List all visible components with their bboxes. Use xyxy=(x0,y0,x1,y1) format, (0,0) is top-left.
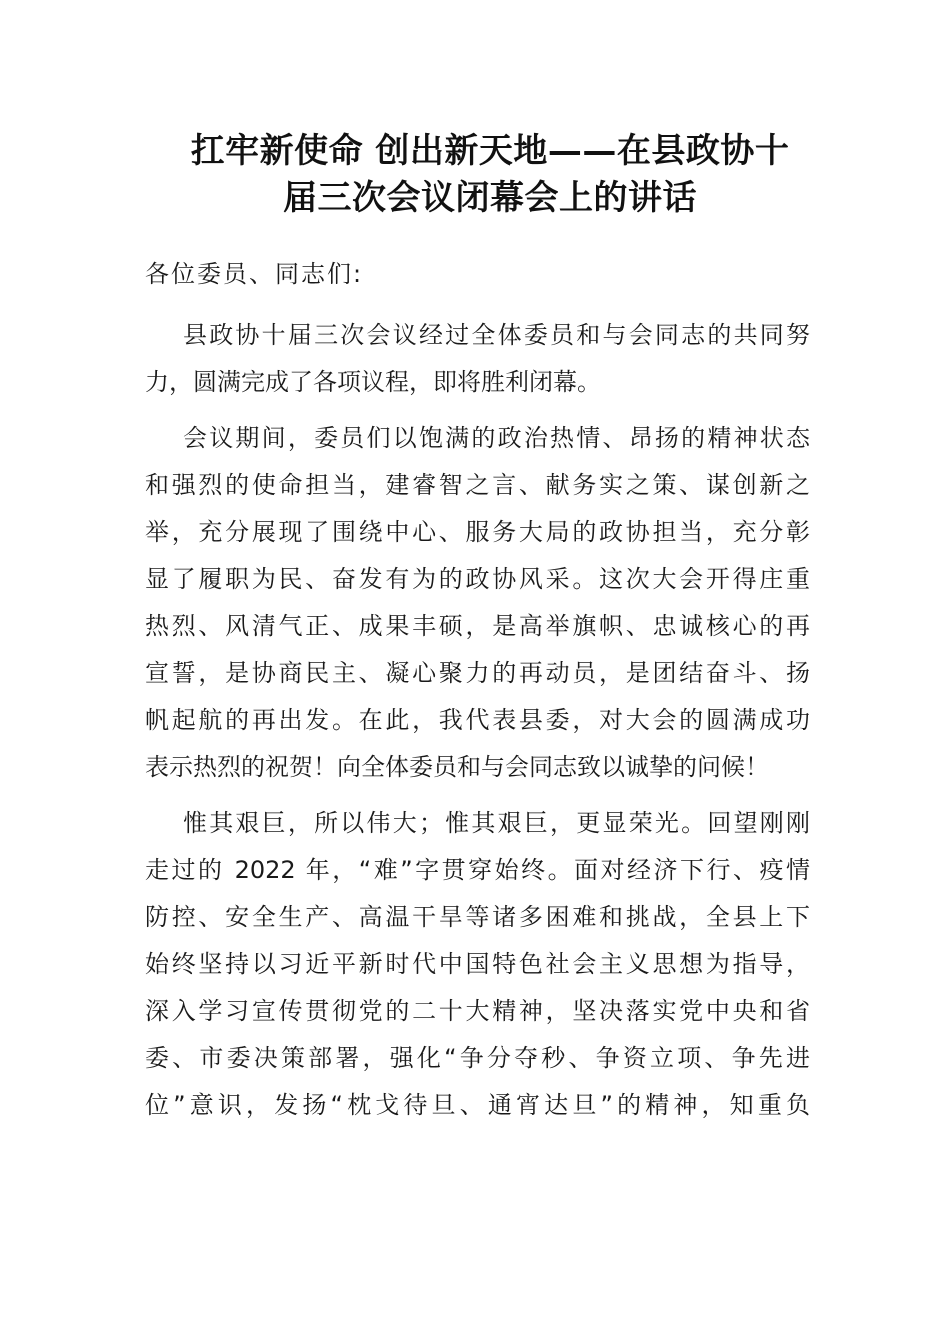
paragraph-line: 显了履职为民、奋发有为的政协风采。这次大会开得庄重 xyxy=(145,565,810,593)
paragraph-line: 宣誓，是协商民主、凝心聚力的再动员，是团结奋斗、扬 xyxy=(145,659,810,687)
paragraph-line: 县政协十届三次会议经过全体委员和与会同志的共同努 xyxy=(183,321,810,349)
paragraph-line: 走过的 2022 年，“难”字贯穿始终。面对经济下行、疫情 xyxy=(145,856,810,884)
paragraph-1 xyxy=(145,312,810,406)
paragraph-3 xyxy=(145,800,810,1129)
document-title xyxy=(120,128,860,222)
paragraph-2 xyxy=(145,415,810,791)
document-body xyxy=(145,248,810,1138)
paragraph-line: 位”意识，发扬“枕戈待旦、通宵达旦”的精神，知重负 xyxy=(145,1091,810,1119)
paragraph-line: 委、市委决策部署，强化“争分夺秒、争资立项、争先进 xyxy=(145,1044,810,1072)
paragraph-line: 帆起航的再出发。在此，我代表县委，对大会的圆满成功 xyxy=(145,706,810,734)
paragraph-line: 会议期间，委员们以饱满的政治热情、昂扬的精神状态 xyxy=(183,424,810,452)
paragraph-line: 力，圆满完成了各项议程，即将胜利闭幕。 xyxy=(145,368,601,396)
paragraph-line: 举，充分展现了围绕中心、服务大局的政协担当，充分彰 xyxy=(145,518,810,546)
paragraph-line: 防控、安全生产、高温干旱等诸多困难和挑战，全县上下 xyxy=(145,903,810,931)
paragraph-line: 和强烈的使命担当，建睿智之言、献务实之策、谋创新之 xyxy=(145,471,810,499)
paragraph-line: 表示热烈的祝贺！向全体委员和与会同志致以诚挚的问候！ xyxy=(145,753,769,781)
greeting: 各位委员、同志们: xyxy=(145,260,364,288)
title-line-1: 扛牢新使命 创出新天地——在县政协十 xyxy=(190,131,790,171)
paragraph-line: 惟其艰巨，所以伟大；惟其艰巨，更显荣光。回望刚刚 xyxy=(183,809,810,837)
paragraph-line: 深入学习宣传贯彻党的二十大精神，坚决落实党中央和省 xyxy=(145,997,810,1025)
paragraph-line: 热烈、风清气正、成果丰硕，是高举旗帜、忠诚核心的再 xyxy=(145,612,810,640)
paragraph-line: 始终坚持以习近平新时代中国特色社会主义思想为指导， xyxy=(145,950,810,978)
title-line-2: 届三次会议闭幕会上的讲话 xyxy=(283,178,697,218)
